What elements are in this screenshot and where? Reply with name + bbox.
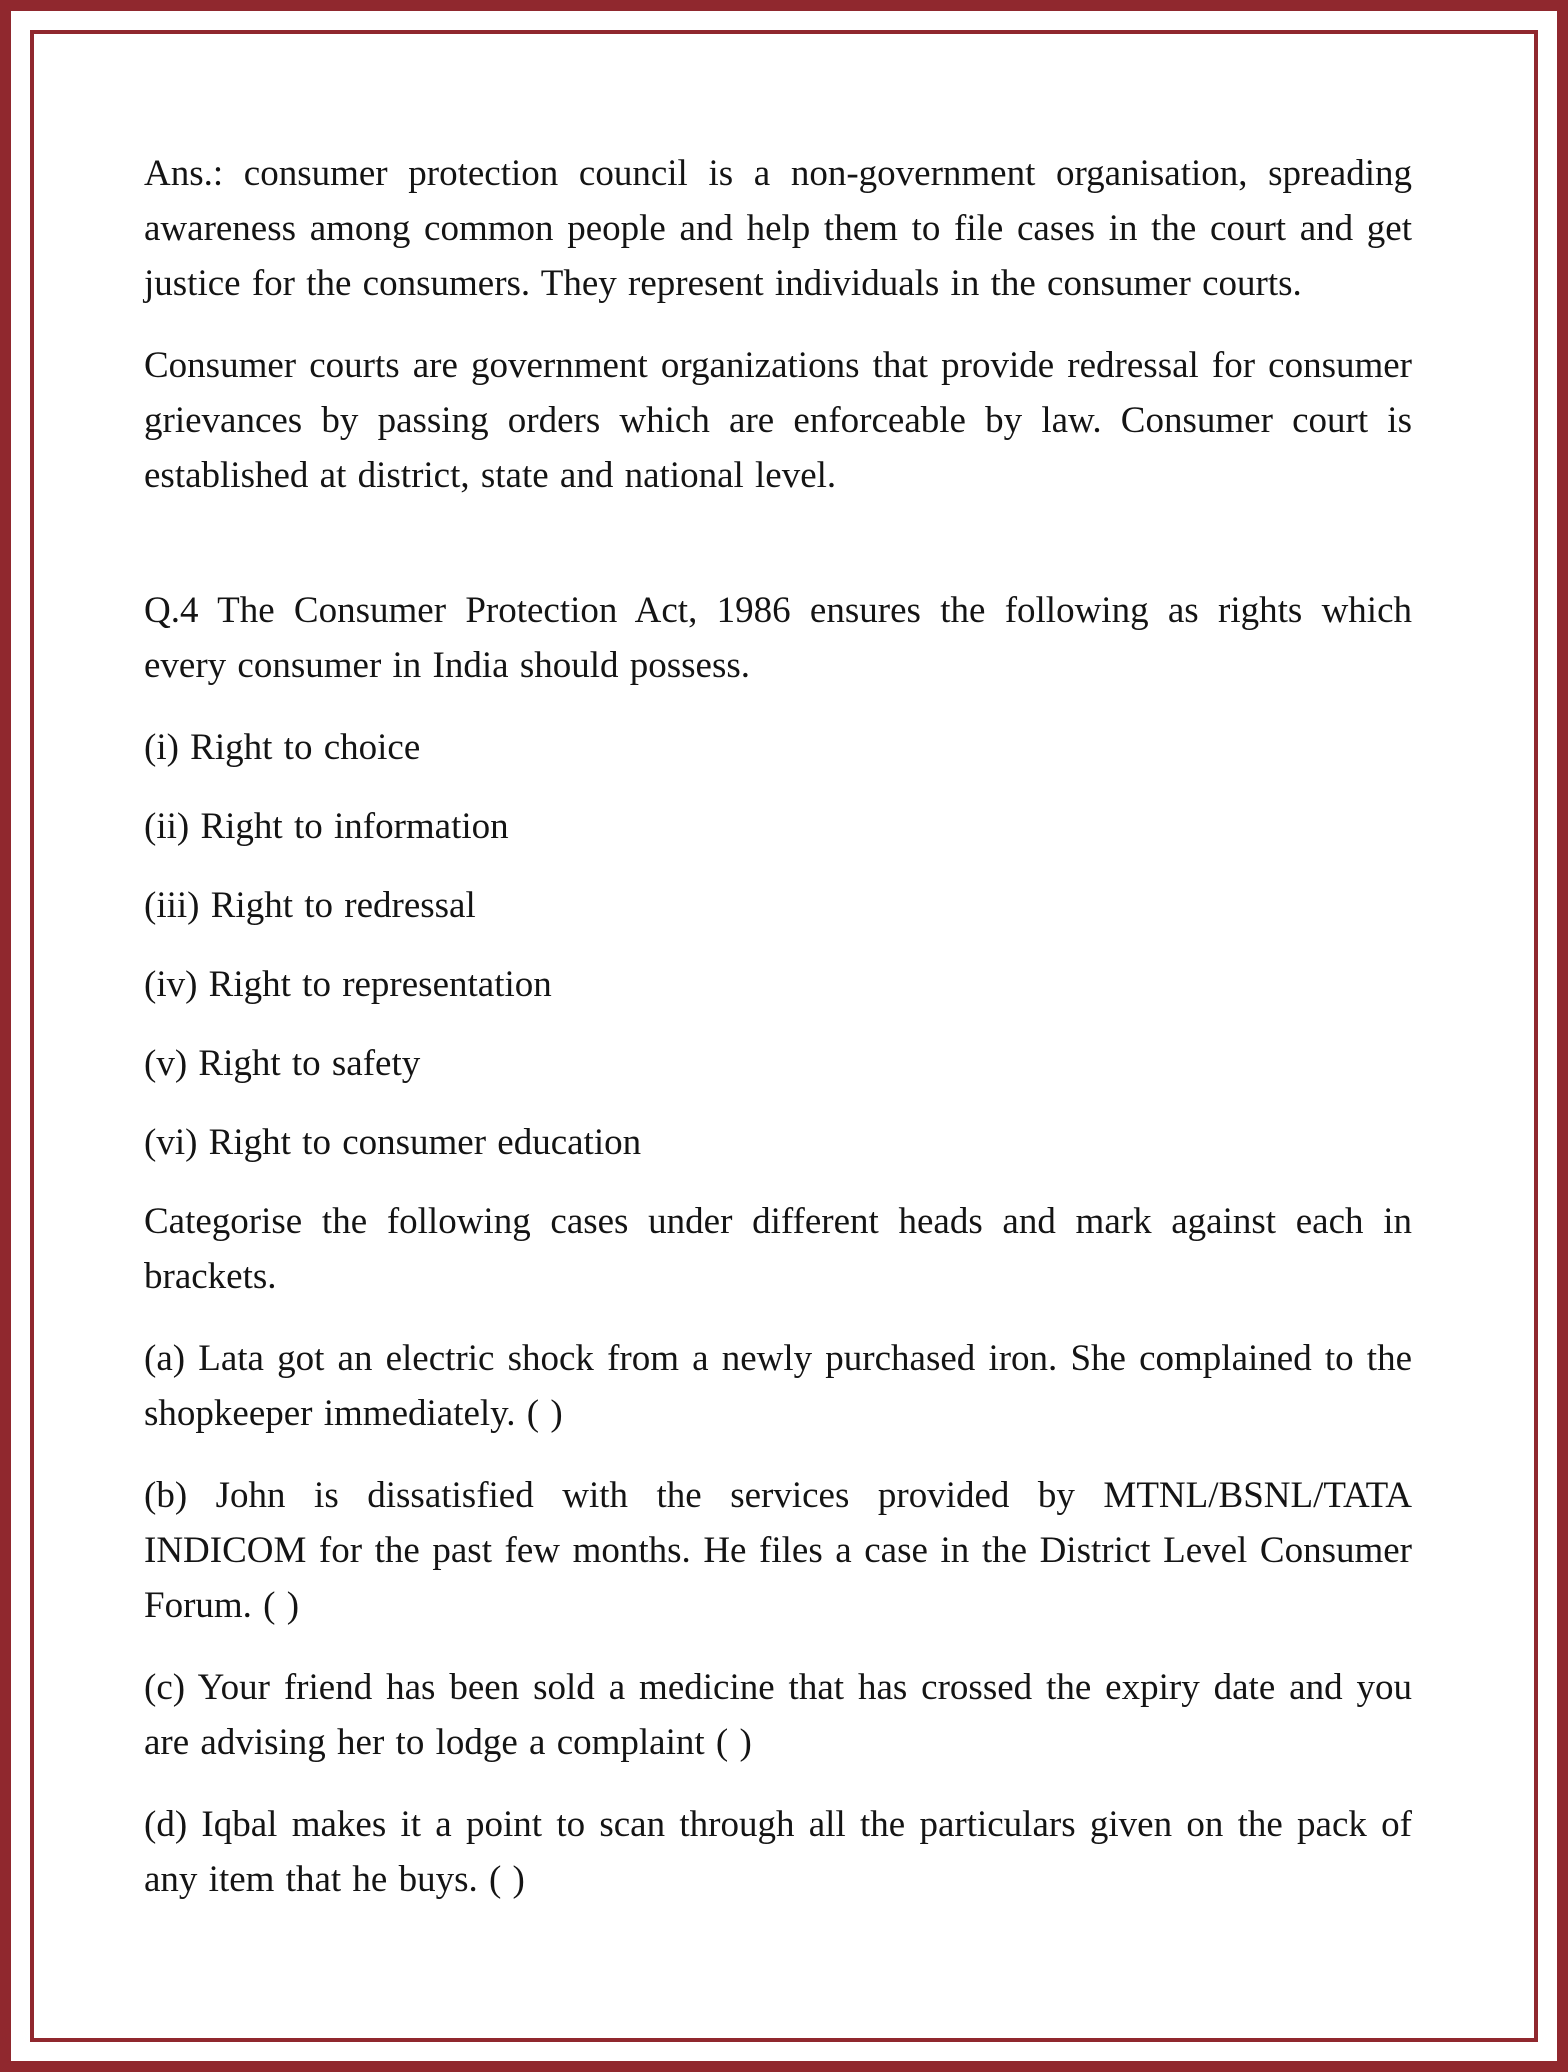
page-inner-border xyxy=(30,30,1538,2042)
case-a-paragraph: (a) Lata got an electric shock from a newly purchased iron. She complained to the shopkeeper immediately. ( ) xyxy=(144,1338,1412,1434)
right-item-iii: (iii) Right to redressal xyxy=(144,885,476,926)
right-item-iv: (iv) Right to representation xyxy=(144,964,552,1005)
categorise-instruction: Categorise the following cases under different heads and mark against each in brackets. xyxy=(144,1201,1412,1297)
right-item-v: (v) Right to safety xyxy=(144,1043,421,1084)
case-c-paragraph: (c) Your friend has been sold a medicine that has crossed the expiry date and you are advising her to lodge a complaint ( ) xyxy=(144,1667,1412,1763)
consumer-courts-paragraph: Consumer courts are government organizations that provide redressal for consumer grievances by passing orders which are enforceable by law. Consumer court is established at district, state and national level. xyxy=(144,345,1412,496)
right-item-ii: (ii) Right to information xyxy=(144,806,509,847)
right-item-vi: (vi) Right to consumer education xyxy=(144,1122,642,1163)
case-d-paragraph: (d) Iqbal makes it a point to scan through all the particulars given on the pack of any item that he buys. ( ) xyxy=(144,1804,1412,1900)
question-4-intro: Q.4 The Consumer Protection Act, 1986 ensures the following as rights which every consumer in India should possess. xyxy=(144,590,1412,686)
case-b-paragraph: (b) John is dissatisfied with the services provided by MTNL/BSNL/TATA INDICOM for the past few months. He files a case in the District Level Consumer Forum. ( ) xyxy=(144,1475,1412,1626)
answer-paragraph: Ans.: consumer protection council is a non-government organisation, spreading awareness among common people and help them to file cases in the court and get justice for the consumers. They represent individuals in the consumer courts. xyxy=(144,153,1412,304)
right-item-i: (i) Right to choice xyxy=(144,727,421,768)
